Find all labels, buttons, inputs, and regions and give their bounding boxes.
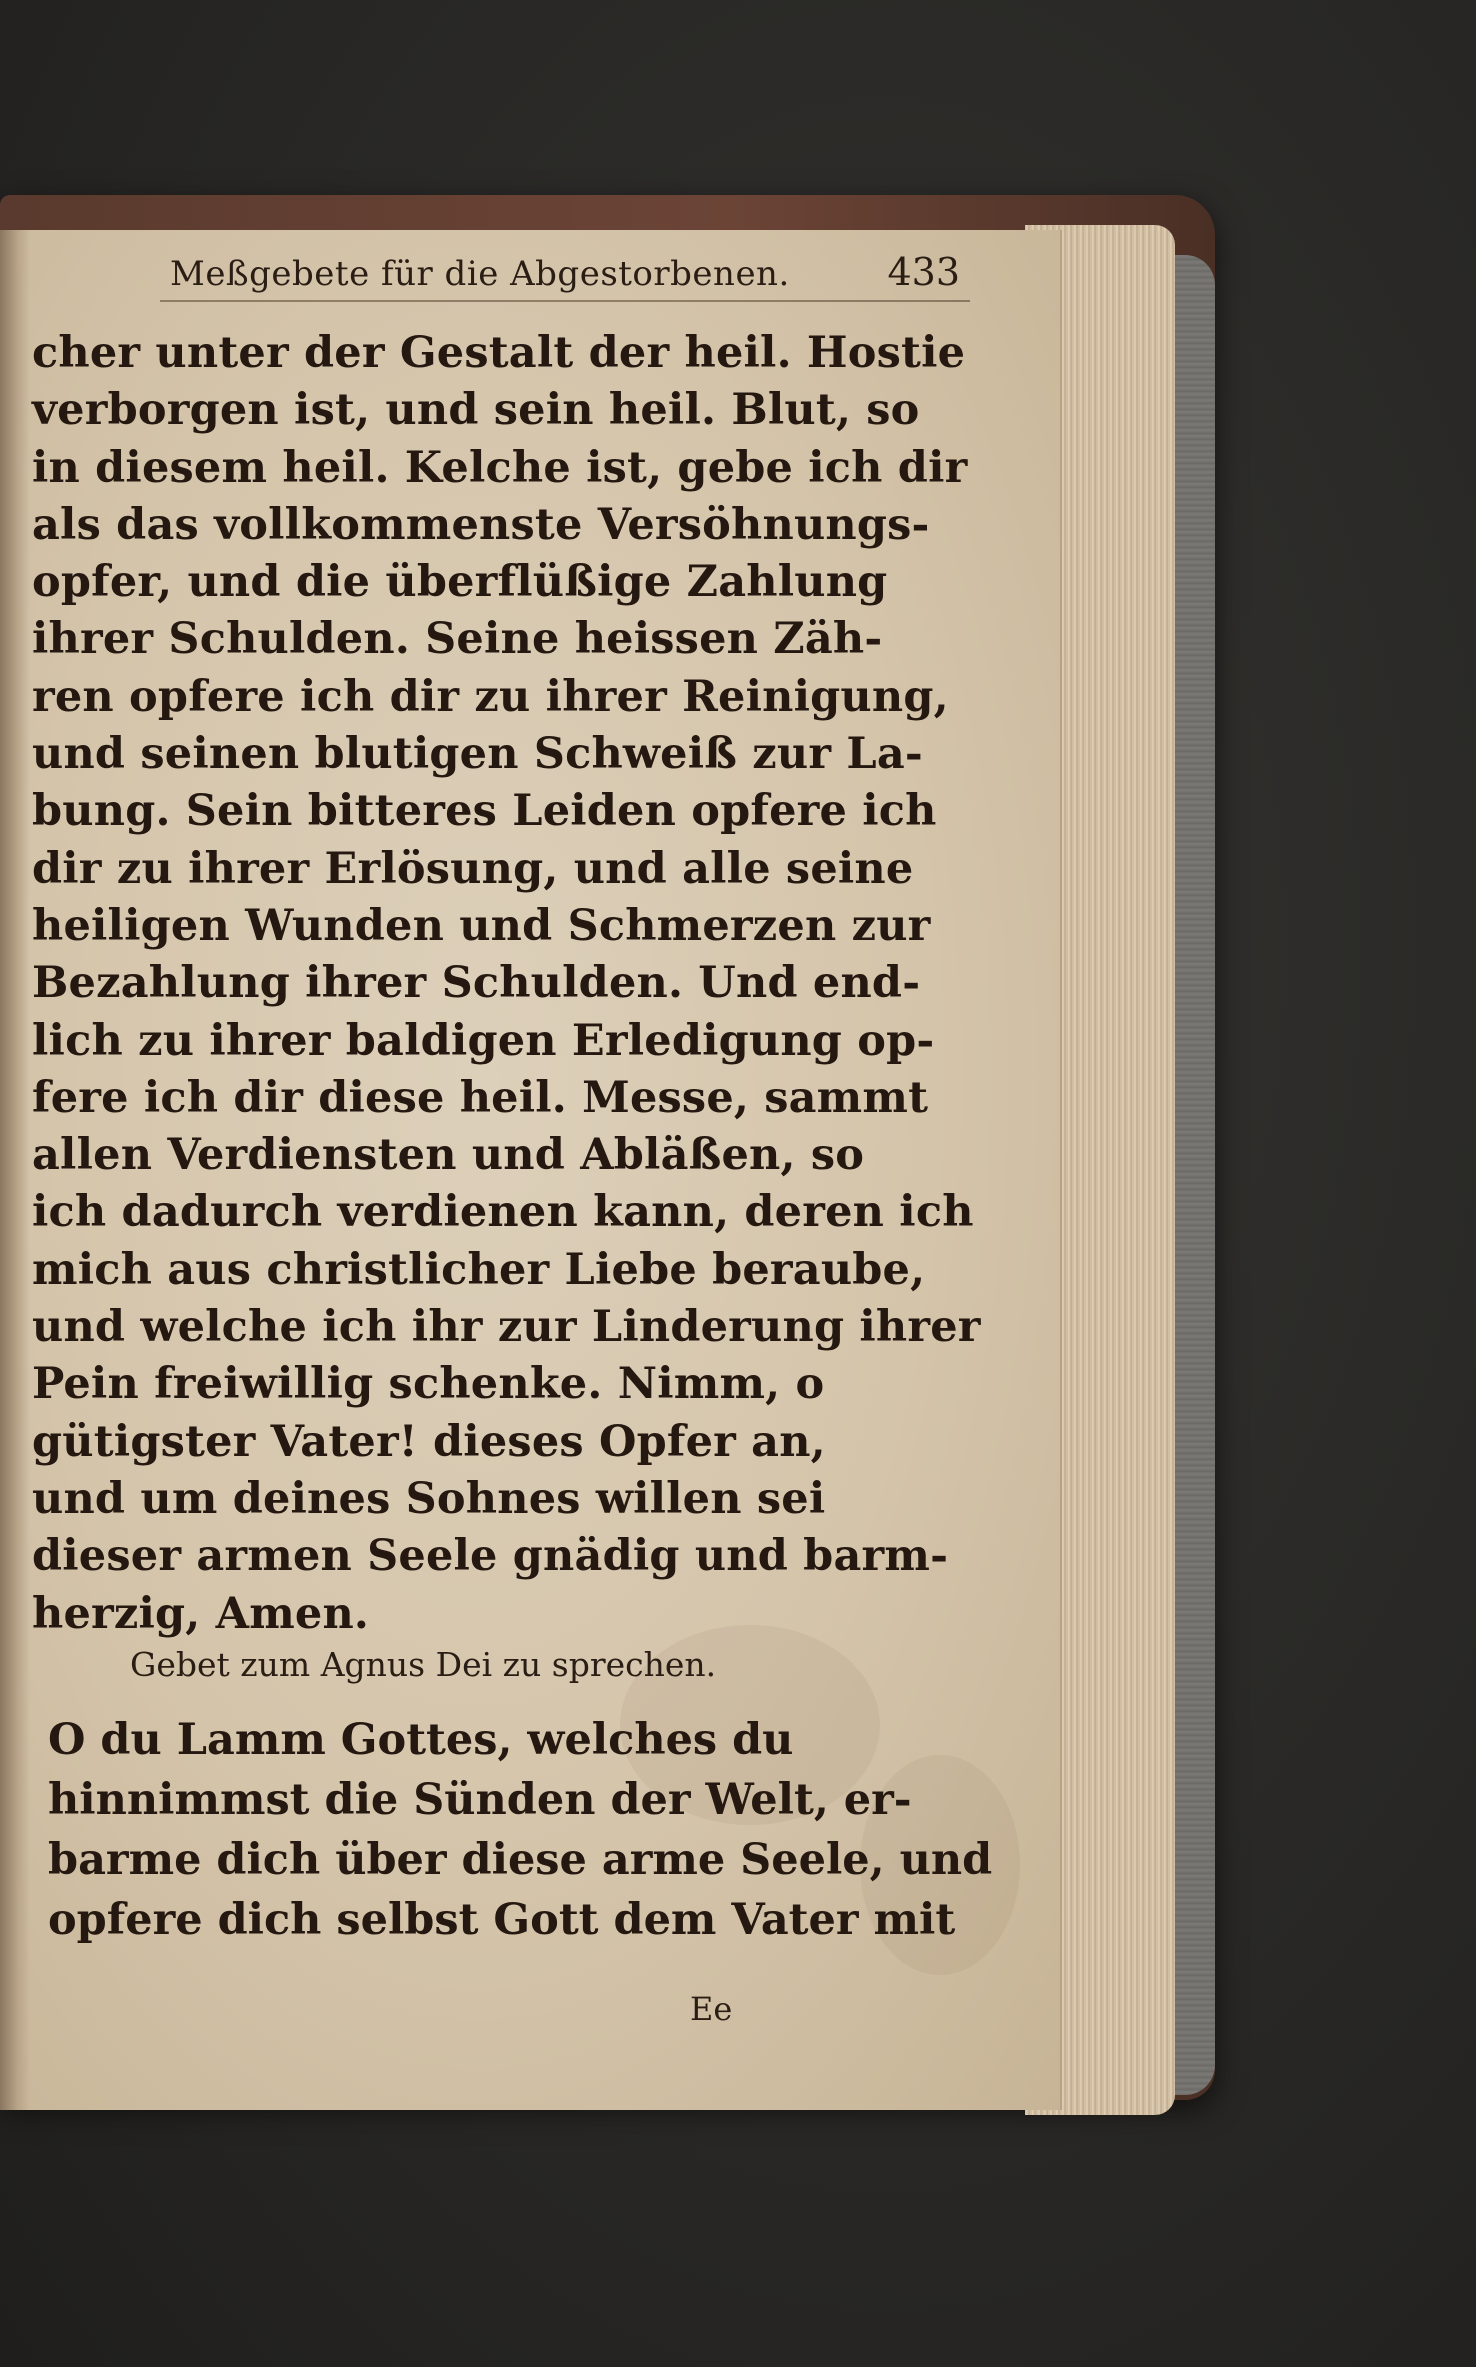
text-line: verborgen ist, und sein heil. Blut, so [32, 385, 920, 436]
text-line: ihrer Schulden. Seine heissen Zäh- [32, 614, 883, 665]
prayer-text [48, 1710, 993, 1950]
prayer-line: O du Lamm Gottes, welches du [48, 1715, 794, 1765]
prayer-line: barme dich über diese arme Seele, und [48, 1835, 993, 1885]
text-line: mich aus christlicher Liebe beraube, [32, 1244, 926, 1295]
text-line: und welche ich ihr zur Linderung ihrer [32, 1302, 981, 1353]
running-header [170, 250, 960, 300]
catchword: Ee [690, 1990, 733, 2028]
text-line: als das vollkommenste Versöhnungs- [32, 499, 930, 550]
prayer-heading: Gebet zum Agnus Dei zu sprechen. [130, 1645, 717, 1684]
header-rule [160, 300, 970, 302]
text-line: in diesem heil. Kelche ist, gebe ich dir [32, 442, 968, 493]
text-line: dieser armen Seele gnädig und barm- [32, 1531, 949, 1582]
text-line: ren opfere ich dir zu ihrer Reinigung, [32, 671, 949, 722]
text-line: dir zu ihrer Erlösung, und alle seine [32, 843, 914, 894]
prayer-line: hinnimmst die Sünden der Welt, er- [48, 1775, 912, 1825]
text-line: heiligen Wunden und Schmerzen zur [32, 900, 931, 951]
header-title: Meßgebete für die Abgestorbenen. [170, 254, 790, 294]
text-line: gütigster Vater! dieses Opfer an, [32, 1416, 826, 1467]
text-line: allen Verdiensten und Abläßen, so [32, 1130, 865, 1181]
text-line: cher unter der Gestalt der heil. Hostie [32, 328, 966, 378]
page-gutter [0, 230, 30, 2110]
body-text [32, 325, 981, 1643]
prayer-line: opfere dich selbst Gott dem Vater mit [48, 1895, 956, 1945]
page-number: 433 [887, 250, 960, 294]
text-line: ich dadurch verdienen kann, deren ich [32, 1187, 974, 1238]
text-line: lich zu ihrer baldigen Erledigung op- [32, 1015, 935, 1066]
text-line: fere ich dir diese heil. Messe, sammt [32, 1072, 929, 1123]
text-line: Bezahlung ihrer Schulden. Und end- [32, 958, 921, 1009]
text-line: und um deines Sohnes willen sei [32, 1473, 826, 1524]
text-line: Pein freiwillig schenke. Nimm, o [32, 1359, 825, 1410]
text-line: und seinen blutigen Schweiß zur La- [32, 729, 923, 780]
text-line: bung. Sein bitteres Leiden opfere ich [32, 786, 937, 837]
text-line: opfer, und die überflüßige Zahlung [32, 557, 888, 608]
text-line: herzig, Amen. [32, 1588, 370, 1639]
